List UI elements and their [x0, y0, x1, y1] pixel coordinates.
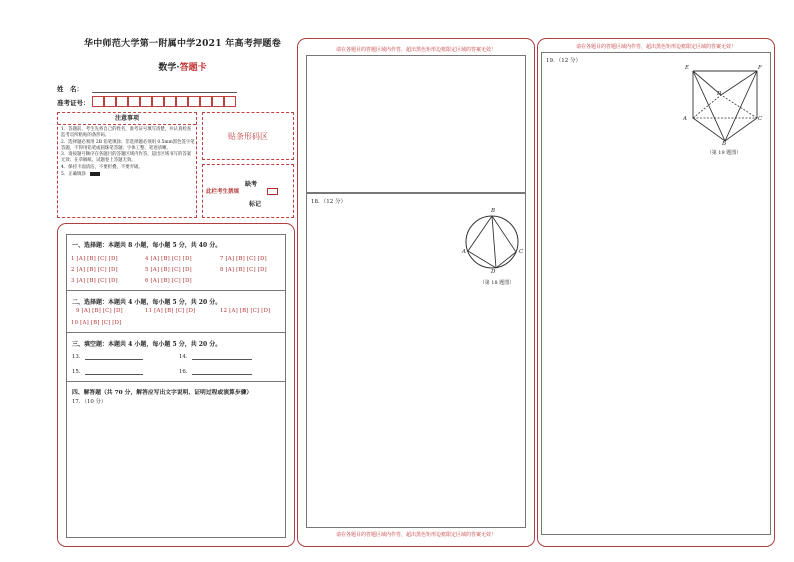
id-digit-box[interactable] [176, 96, 188, 107]
notice-item: 2．选择题必须用 2B 铅笔填涂；非选择题必须用 0.5mm黑色签字笔答题，不得用铅笔或圆珠笔答题；字体工整、笔迹清晰。 [61, 139, 195, 151]
q19-solid-figure [685, 68, 765, 148]
point-b-label: B [491, 208, 496, 214]
id-digit-box[interactable] [140, 96, 152, 107]
q17-label: 17．（10 分） [72, 399, 107, 405]
choice-row-8[interactable]: 8 [A] [B] [C] [D] [220, 267, 267, 273]
choice-row-6[interactable]: 6 [A] [B] [C] [D] [145, 278, 192, 284]
choice-row-4[interactable]: 4 [A] [B] [C] [D] [145, 256, 192, 262]
choice-row-5[interactable]: 5 [A] [B] [C] [D] [145, 267, 192, 273]
objective-answer-area [66, 234, 286, 538]
choice-row-3[interactable]: 3 [A] [B] [C] [D] [71, 278, 118, 284]
middle-answer-panel [297, 38, 535, 547]
section1-title: 一、选择题：本题共 8 小题，每小题 5 分，共 40 分。 [72, 242, 222, 249]
absent-mark-sub: 标记 [249, 201, 262, 208]
blank-16-line[interactable] [192, 374, 252, 375]
absent-checkbox[interactable] [267, 188, 278, 195]
point-c-label: C [519, 249, 524, 255]
notice-item: 1．答题前，考生先将自己的姓名，准考证号填写清楚，并认真检查监考员所粘贴的条形码。 [61, 127, 192, 139]
q17-answer-area[interactable] [67, 405, 285, 537]
id-digit-box[interactable] [128, 96, 140, 107]
point-a-label: A [462, 249, 466, 255]
notice-title: 注意事项 [58, 113, 196, 125]
q19-caption: （第 19 题图） [706, 150, 742, 156]
id-label: 准考证号： [57, 99, 90, 107]
barcode-area: 贴条形码区 [202, 112, 294, 160]
solid-outline [693, 71, 757, 141]
q18-caption: （第 18 题图） [479, 280, 515, 286]
point-d-label: D [491, 269, 496, 275]
blank-15-label: 15． [72, 369, 85, 375]
choice-row-1[interactable]: 1 [A] [B] [C] [D] [71, 256, 118, 262]
section2-title: 二、选择题：本题共 4 小题，每小题 5 分，共 20 分。 [72, 299, 222, 306]
filled-sample-mark [90, 172, 100, 176]
blank-14-line[interactable] [192, 359, 252, 360]
choice-row-7[interactable]: 7 [A] [B] [C] [D] [220, 256, 267, 262]
q19-answer-area[interactable] [541, 52, 771, 535]
section4-title: 四、解答题（共 70 分，解答应写出文字说明、证明过程或演算步骤） [72, 390, 253, 396]
id-digit-box[interactable] [92, 96, 104, 107]
notice-item: 4．保持卡面清洁，不要折叠、不要弄破。 [61, 165, 143, 171]
q18-answer-area[interactable] [306, 193, 526, 528]
warning-bottom: 请在各题目的答题区域内作答，超出黑色矩形边框限定区域的答案无效！ [335, 532, 496, 538]
q18-circle-figure [457, 206, 527, 276]
id-digit-box[interactable] [116, 96, 128, 107]
hidden-edge-cd [721, 95, 757, 118]
id-digit-box[interactable] [104, 96, 116, 107]
diagonal-bd [492, 216, 496, 268]
section-divider [67, 332, 285, 333]
choice-row-11[interactable]: 11 [A] [B] [C] [D] [145, 308, 196, 314]
choice-row-12[interactable]: 12 [A] [B] [C] [D] [220, 308, 271, 314]
choice-row-9[interactable]: 9 [A] [B] [C] [D] [76, 308, 123, 314]
blank-13-label: 13． [72, 354, 85, 360]
edge-eb [693, 71, 725, 141]
name-field[interactable] [92, 92, 237, 93]
id-digit-box[interactable] [164, 96, 176, 107]
choice-row-2[interactable]: 2 [A] [B] [C] [D] [71, 267, 118, 273]
absent-forbid-label: 此栏考生禁填 [206, 189, 240, 195]
id-digit-box[interactable] [188, 96, 200, 107]
section3-title: 三、填空题：本题共 4 小题，每小题 5 分，共 20 分。 [72, 341, 222, 348]
notice-item-fill-sample: 5．正确填涂 [61, 172, 195, 178]
q19-label: 19．（12 分） [546, 58, 581, 64]
left-answer-panel [57, 223, 295, 547]
right-answer-panel [537, 38, 775, 547]
inscribed-quadrilateral [468, 216, 516, 268]
blank-16-label: 16． [179, 369, 192, 375]
sheet-type-label: 答题卡 [179, 63, 207, 73]
id-digit-box[interactable] [152, 96, 164, 107]
id-digit-box[interactable] [200, 96, 212, 107]
id-digit-box[interactable] [212, 96, 224, 107]
q17-continued-area[interactable] [306, 55, 526, 193]
sheet-subtitle: 数学·答题卡 [158, 63, 207, 73]
name-label: 姓 名： [57, 85, 83, 93]
absent-mark-box [202, 164, 294, 218]
notice-item: 3．请按题号顺序在各题目的答题区域内作答，超出区域书写的答案无效；在草稿纸、试题卷上答题无效。 [61, 152, 192, 164]
warning-top: 请在各题目的答题区域内作答，超出黑色矩形边框限定区域的答案无效！ [575, 44, 736, 50]
section-divider [67, 381, 285, 382]
blank-13-line[interactable] [85, 359, 143, 360]
warning-top: 请在各题目的答题区域内作答，超出黑色矩形边框限定区域的答案无效！ [335, 47, 496, 53]
id-digit-box[interactable] [224, 96, 236, 107]
blank-14-label: 14． [179, 354, 192, 360]
hidden-edge-ad [693, 95, 721, 118]
choice-row-10[interactable]: 10 [A] [B] [C] [D] [71, 320, 122, 326]
absent-mark-title: 缺考 [245, 181, 258, 188]
point-f-label: F [758, 65, 762, 71]
point-a-label: A [683, 116, 687, 122]
point-e-label: E [685, 65, 690, 71]
blank-15-line[interactable] [85, 374, 143, 375]
point-b-label: B [722, 141, 727, 147]
section-divider [67, 290, 285, 291]
notice-box [57, 112, 197, 218]
q18-label: 18．（12 分） [311, 199, 346, 205]
point-d-label: D [717, 91, 722, 97]
exam-title: 华中师范大学第一附属中学2021 年高考押题卷 [83, 39, 282, 49]
point-c-label: C [758, 116, 763, 122]
subject-label: 数学 [158, 63, 177, 73]
